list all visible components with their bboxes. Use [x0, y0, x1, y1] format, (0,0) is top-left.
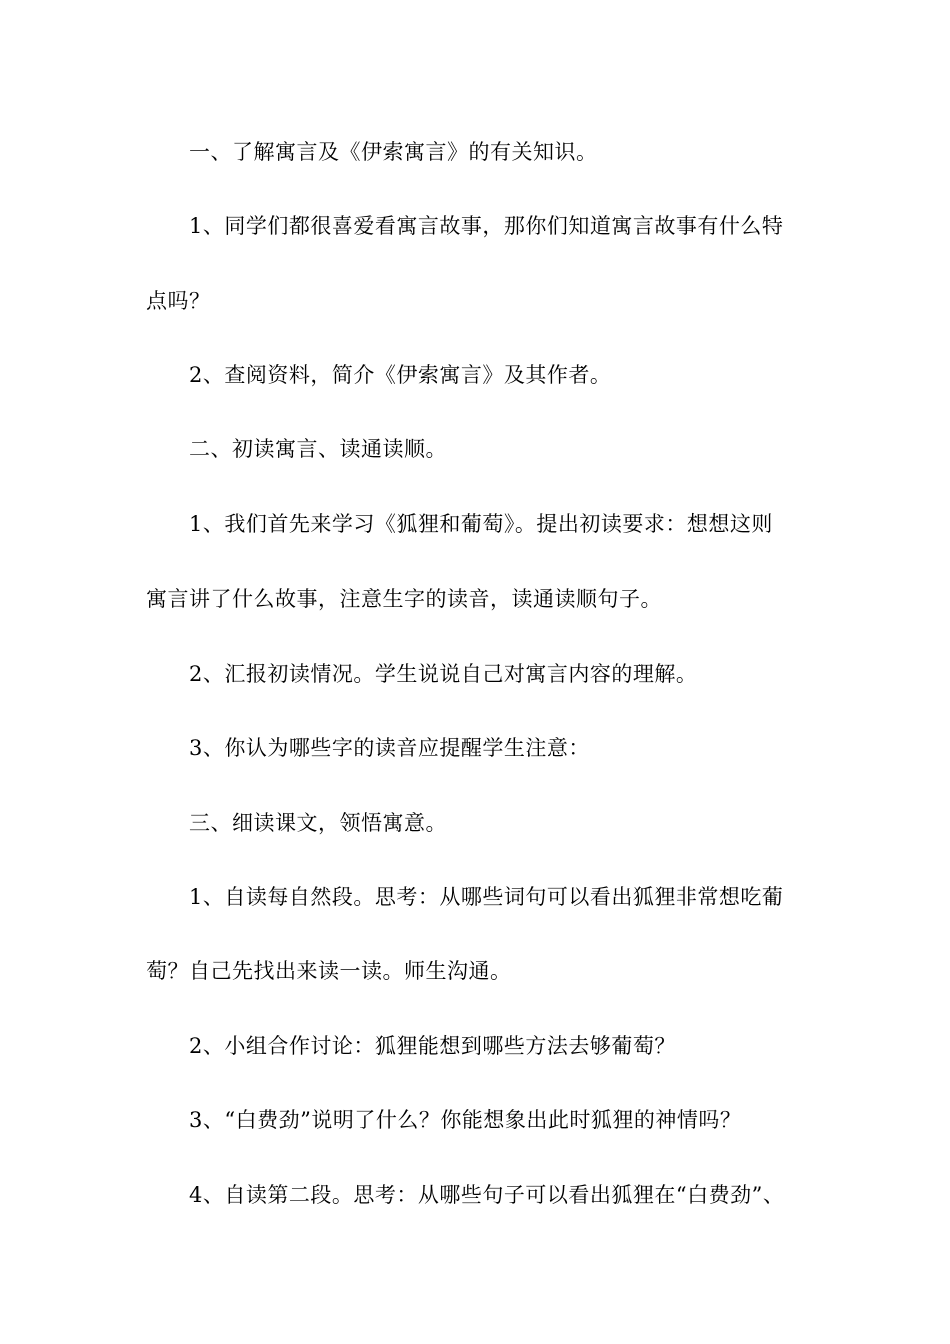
- paragraph-line: 2、小组合作讨论：狐狸能想到哪些方法去够葡萄？: [189, 1034, 676, 1058]
- paragraph-line: 3、“白费劲”说明了什么？你能想象出此时狐狸的神情吗？: [189, 1108, 742, 1132]
- paragraph-line: 2、查阅资料，简介《伊索寓言》及其作者。: [189, 363, 612, 387]
- paragraph-line: 3、你认为哪些字的读音应提醒学生注意：: [189, 736, 590, 760]
- heading-section-3: 三、细读课文，领悟寓意。: [189, 811, 447, 835]
- paragraph-line: 4、自读第二段。思考：从哪些句子可以看出狐狸在“白费劲”、: [189, 1183, 785, 1207]
- paragraph-line: 1、我们首先来学习《狐狸和葡萄》。提出初读要求：想想这则: [189, 512, 773, 536]
- heading-section-1: 一、了解寓言及《伊索寓言》的有关知识。: [189, 140, 598, 164]
- paragraph-line: 寓言讲了什么故事，注意生字的读音，读通读顺句子。: [146, 587, 662, 611]
- paragraph-line: 2、汇报初读情况。学生说说自己对寓言内容的理解。: [189, 662, 698, 686]
- heading-section-2: 二、初读寓言、读通读顺。: [189, 437, 447, 461]
- paragraph-line: 点吗？: [146, 289, 211, 313]
- paragraph-line: 萄？自己先找出来读一读。师生沟通。: [146, 959, 512, 983]
- paragraph-line: 1、自读每自然段。思考：从哪些词句可以看出狐狸非常想吃葡: [189, 885, 784, 909]
- paragraph-line: 1、同学们都很喜爱看寓言故事，那你们知道寓言故事有什么特: [189, 214, 784, 238]
